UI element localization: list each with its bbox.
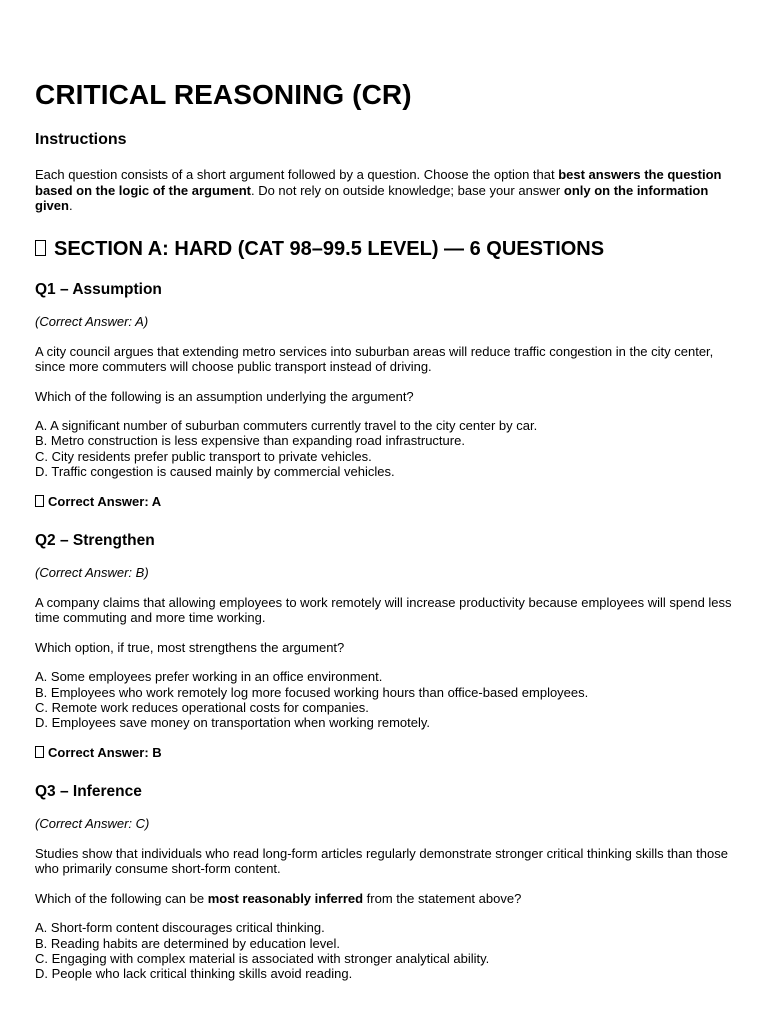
question-prompt [35,640,733,656]
question-prompt [35,389,733,405]
correct-answer-note: (Correct Answer: C) [35,815,150,831]
instructions-part-3: . [68,198,73,213]
section-title: SECTION A: HARD (CAT 98–99.5 LEVEL) — 6 QUESTIONS [54,237,605,260]
correct-answer-line [35,745,733,761]
question-block-2 [35,531,733,761]
option-b: B. Metro construction is less expensive than expanding road infrastructure. [35,433,465,449]
option-a: A. A significant number of suburban commuters currently travel to the city center by car. [35,418,538,433]
box-glyph-icon [35,240,46,256]
correct-answer-note: (Correct Answer: A) [35,313,149,329]
option-a: A. Short-form content discourages critical thinking. [35,920,325,936]
question-heading: Q2 – Strengthen [35,531,155,549]
box-glyph-icon [35,495,44,507]
argument-text: A company claims that allowing employees to work remotely will increase productivity because employees will spend less time commuting and more time working. [35,594,732,626]
question-prompt [35,891,733,907]
page-title: CRITICAL REASONING (CR) [35,79,412,110]
instructions-bold-2: only on the information given [35,182,709,213]
options-list [35,418,733,480]
instructions-text [35,167,733,214]
box-glyph-icon [35,746,44,758]
argument-text: Studies show that individuals who read long-form articles regularly demonstrate stronger critical thinking skills than those who primarily consume short-form content. [35,845,728,877]
argument-text: A city council argues that extending metro services into suburban areas will reduce traffic congestion in the city center, since more commuters will choose public transport instead of driving. [35,343,714,374]
question-block-1 [35,280,733,510]
instructions-part-2: . Do not rely on outside knowledge; base your answer [250,182,564,198]
instructions-part-1: Each question consists of a short argument followed by a question. Choose the option that [35,167,559,182]
section-heading [35,236,733,262]
instructions-heading: Instructions [35,131,127,148]
option-d: D. People who lack critical thinking skills avoid reading. [35,966,353,982]
question-heading: Q3 – Inference [35,782,142,800]
option-c: C. Remote work reduces operational costs for companies. [35,699,369,715]
prompt-bold: most reasonably inferred [207,890,364,906]
prompt-text-after: from the statement above? [363,890,522,906]
option-a: A. Some employees prefer working in an office environment. [35,669,383,685]
question-heading: Q1 – Assumption [35,280,162,298]
correct-answer-text: Correct Answer: A [48,493,162,509]
prompt-text: Which option, if true, most strengthens the argument? [35,639,345,655]
option-d: D. Employees save money on transportation when working remotely. [35,715,431,731]
option-b: B. Employees who work remotely log more focused working hours than office-based employees. [35,684,589,700]
instructions-bold-1: best answers the question based on the logic of the argument [35,167,722,198]
option-b: B. Reading habits are determined by education level. [35,935,340,951]
options-list [35,669,733,731]
prompt-text: Which of the following can be [35,890,208,906]
question-block-3 [35,782,733,982]
prompt-text: Which of the following is an assumption underlying the argument? [35,388,414,404]
option-d: D. Traffic congestion is caused mainly by commercial vehicles. [35,464,395,480]
correct-answer-text: Correct Answer: B [48,744,162,760]
correct-answer-note: (Correct Answer: B) [35,564,149,580]
option-c: C. Engaging with complex material is associated with stronger analytical ability. [35,951,490,967]
correct-answer-line [35,494,733,510]
option-c: C. City residents prefer public transport to private vehicles. [35,448,372,464]
options-list [35,920,733,982]
